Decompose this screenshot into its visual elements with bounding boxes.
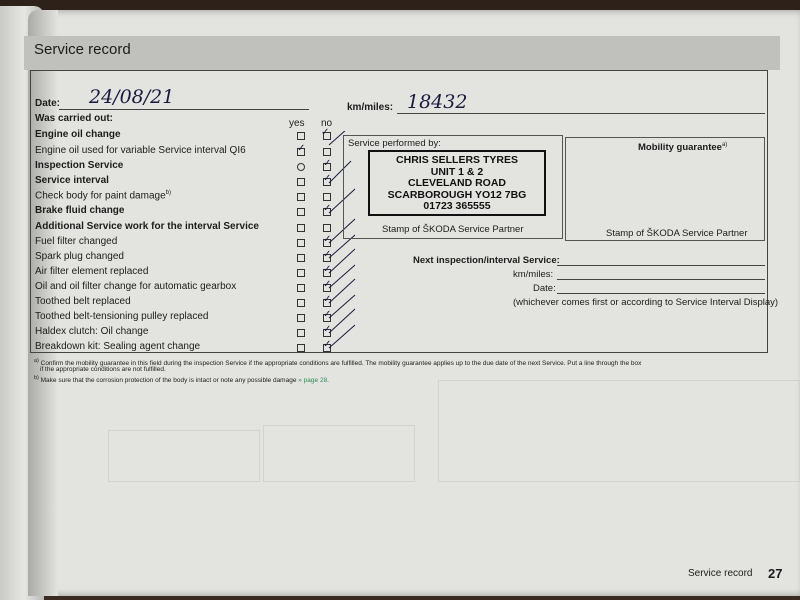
yes-checkbox[interactable] bbox=[297, 163, 305, 171]
mobility-guarantee-box bbox=[565, 137, 765, 241]
no-column-label: no bbox=[321, 118, 333, 129]
page-28-link[interactable]: » page 28. bbox=[298, 377, 329, 385]
service-performed-box bbox=[343, 135, 563, 239]
yes-checkbox[interactable] bbox=[297, 224, 305, 232]
stamp-caption: Stamp of ŠKODA Service Partner bbox=[382, 224, 524, 235]
item-haldex-clutch: Haldex clutch: Oil change bbox=[35, 326, 149, 337]
yes-checkbox[interactable] bbox=[297, 132, 305, 140]
yes-checkbox[interactable] bbox=[297, 344, 305, 352]
footnote-a-marker: a) bbox=[34, 358, 39, 364]
footnote-b-marker: b) bbox=[34, 375, 39, 381]
item-toothed-belt: Toothed belt replaced bbox=[35, 296, 131, 307]
item-breakdown-kit: Breakdown kit: Sealing agent change bbox=[35, 341, 201, 352]
tick-mark-icon: ✓ bbox=[323, 234, 332, 245]
show-through-box bbox=[263, 425, 415, 482]
footnote-a-text: Confirm the mobility guarantee in this field during the inspection Service if the appropriate conditions are fulfilled. The mobility guarantee applies up to the due date of the next Service. Put a line through the box bbox=[40, 360, 642, 368]
footnote-a-cont: if the appropriate conditions are not fulfilled. bbox=[40, 366, 166, 373]
item-additional-service: Additional Service work for the interval Service bbox=[35, 221, 259, 232]
item-engine-oil-variable: Engine oil used for variable Service interval QI6 bbox=[35, 145, 246, 156]
show-through-box bbox=[108, 430, 260, 482]
item-toothed-belt-pulley: Toothed belt-tensioning pulley replaced bbox=[35, 311, 209, 322]
next-km-underline bbox=[557, 279, 765, 280]
date-value-handwritten[interactable]: 24/08/21 bbox=[89, 86, 175, 108]
stamp-line: 01723 365555 bbox=[423, 200, 491, 212]
tick-mark-icon: ✓ bbox=[323, 249, 332, 260]
footnote-b-ref: b) bbox=[165, 190, 171, 196]
tick-mark-icon: ✓ bbox=[323, 339, 332, 350]
next-date-label: Date: bbox=[533, 283, 556, 294]
next-inspection-label: Next inspection/interval Service: bbox=[413, 255, 560, 266]
tick-mark-icon: ✓ bbox=[323, 279, 332, 290]
item-fuel-filter: Fuel filter changed bbox=[35, 236, 118, 247]
mobility-stamp-caption: Stamp of ŠKODA Service Partner bbox=[606, 228, 748, 239]
yes-checkbox[interactable] bbox=[297, 239, 305, 247]
km-underline bbox=[397, 113, 765, 114]
page-title: Service record bbox=[34, 41, 131, 58]
item-brake-fluid: Brake fluid change bbox=[35, 205, 125, 216]
tick-mark-icon: ✓ bbox=[323, 264, 332, 275]
mobility-guarantee-label bbox=[638, 142, 727, 153]
item-auto-gearbox-oil: Oil and oil filter change for automatic gearbox bbox=[35, 281, 237, 292]
stamp-line: CLEVELAND ROAD bbox=[407, 177, 506, 189]
footnote-a-ref: a) bbox=[721, 142, 728, 148]
yes-checkbox[interactable] bbox=[297, 269, 305, 277]
date-underline bbox=[59, 109, 309, 110]
stamp-line: SCARBOROUGH YO12 7BG bbox=[387, 188, 527, 201]
tick-mark-icon: ✓ bbox=[297, 143, 306, 154]
item-service-interval: Service interval bbox=[35, 175, 109, 186]
stamp-line: CHRIS SELLERS TYRES bbox=[396, 154, 518, 166]
stamp-line: UNIT 1 & 2 bbox=[430, 165, 484, 178]
show-through-box bbox=[438, 380, 800, 482]
footnote-b bbox=[34, 375, 794, 384]
yes-checkbox[interactable] bbox=[297, 329, 305, 337]
page-number: 27 bbox=[768, 566, 783, 581]
tick-mark-icon: ✓ bbox=[323, 309, 332, 320]
tick-mark-icon: ✓ bbox=[323, 173, 332, 184]
km-label: km/miles: bbox=[347, 102, 394, 113]
whichever-note: (whichever comes first or according to Service Interval Display) bbox=[513, 297, 779, 308]
date-label: Date: bbox=[35, 98, 61, 109]
item-spark-plug: Spark plug changed bbox=[35, 251, 124, 262]
footnote-b-text: Make sure that the corrosion protection of the body is intact or note any possible damage bbox=[40, 377, 297, 385]
yes-checkbox[interactable] bbox=[297, 193, 305, 201]
yes-checkbox[interactable] bbox=[297, 284, 305, 292]
service-performed-label: Service performed by: bbox=[348, 138, 441, 149]
dealer-stamp bbox=[368, 150, 546, 216]
tick-mark-icon: ✓ bbox=[323, 158, 332, 169]
header-band bbox=[24, 36, 780, 70]
service-record-form bbox=[30, 70, 779, 353]
tick-mark-icon: ✓ bbox=[323, 294, 332, 305]
yes-checkbox[interactable] bbox=[297, 299, 305, 307]
item-check-body-paint-text: Check body for paint damage bbox=[35, 190, 166, 202]
next-km-label: km/miles: bbox=[513, 269, 554, 280]
km-value-handwritten[interactable]: 18432 bbox=[407, 91, 468, 113]
was-carried-out-label: Was carried out: bbox=[35, 113, 113, 124]
tick-mark-icon: ✓ bbox=[321, 127, 330, 138]
yes-checkbox[interactable] bbox=[297, 254, 305, 262]
yes-checkbox[interactable] bbox=[297, 178, 305, 186]
next-inspection-underline bbox=[557, 265, 765, 266]
item-engine-oil-change: Engine oil change bbox=[35, 129, 121, 140]
yes-checkbox[interactable] bbox=[297, 314, 305, 322]
yes-column-label: yes bbox=[289, 118, 305, 129]
next-date-underline bbox=[557, 293, 765, 294]
mobility-guarantee-text: Mobility guarantee bbox=[638, 142, 722, 154]
footer-section-title: Service record bbox=[688, 568, 753, 579]
item-air-filter: Air filter element replaced bbox=[35, 266, 149, 277]
yes-checkbox[interactable] bbox=[297, 208, 305, 216]
item-inspection-service: Inspection Service bbox=[35, 160, 124, 171]
tick-mark-icon: ✓ bbox=[323, 203, 332, 214]
item-check-body-paint bbox=[35, 190, 171, 201]
tick-mark-icon: ✓ bbox=[323, 324, 332, 335]
